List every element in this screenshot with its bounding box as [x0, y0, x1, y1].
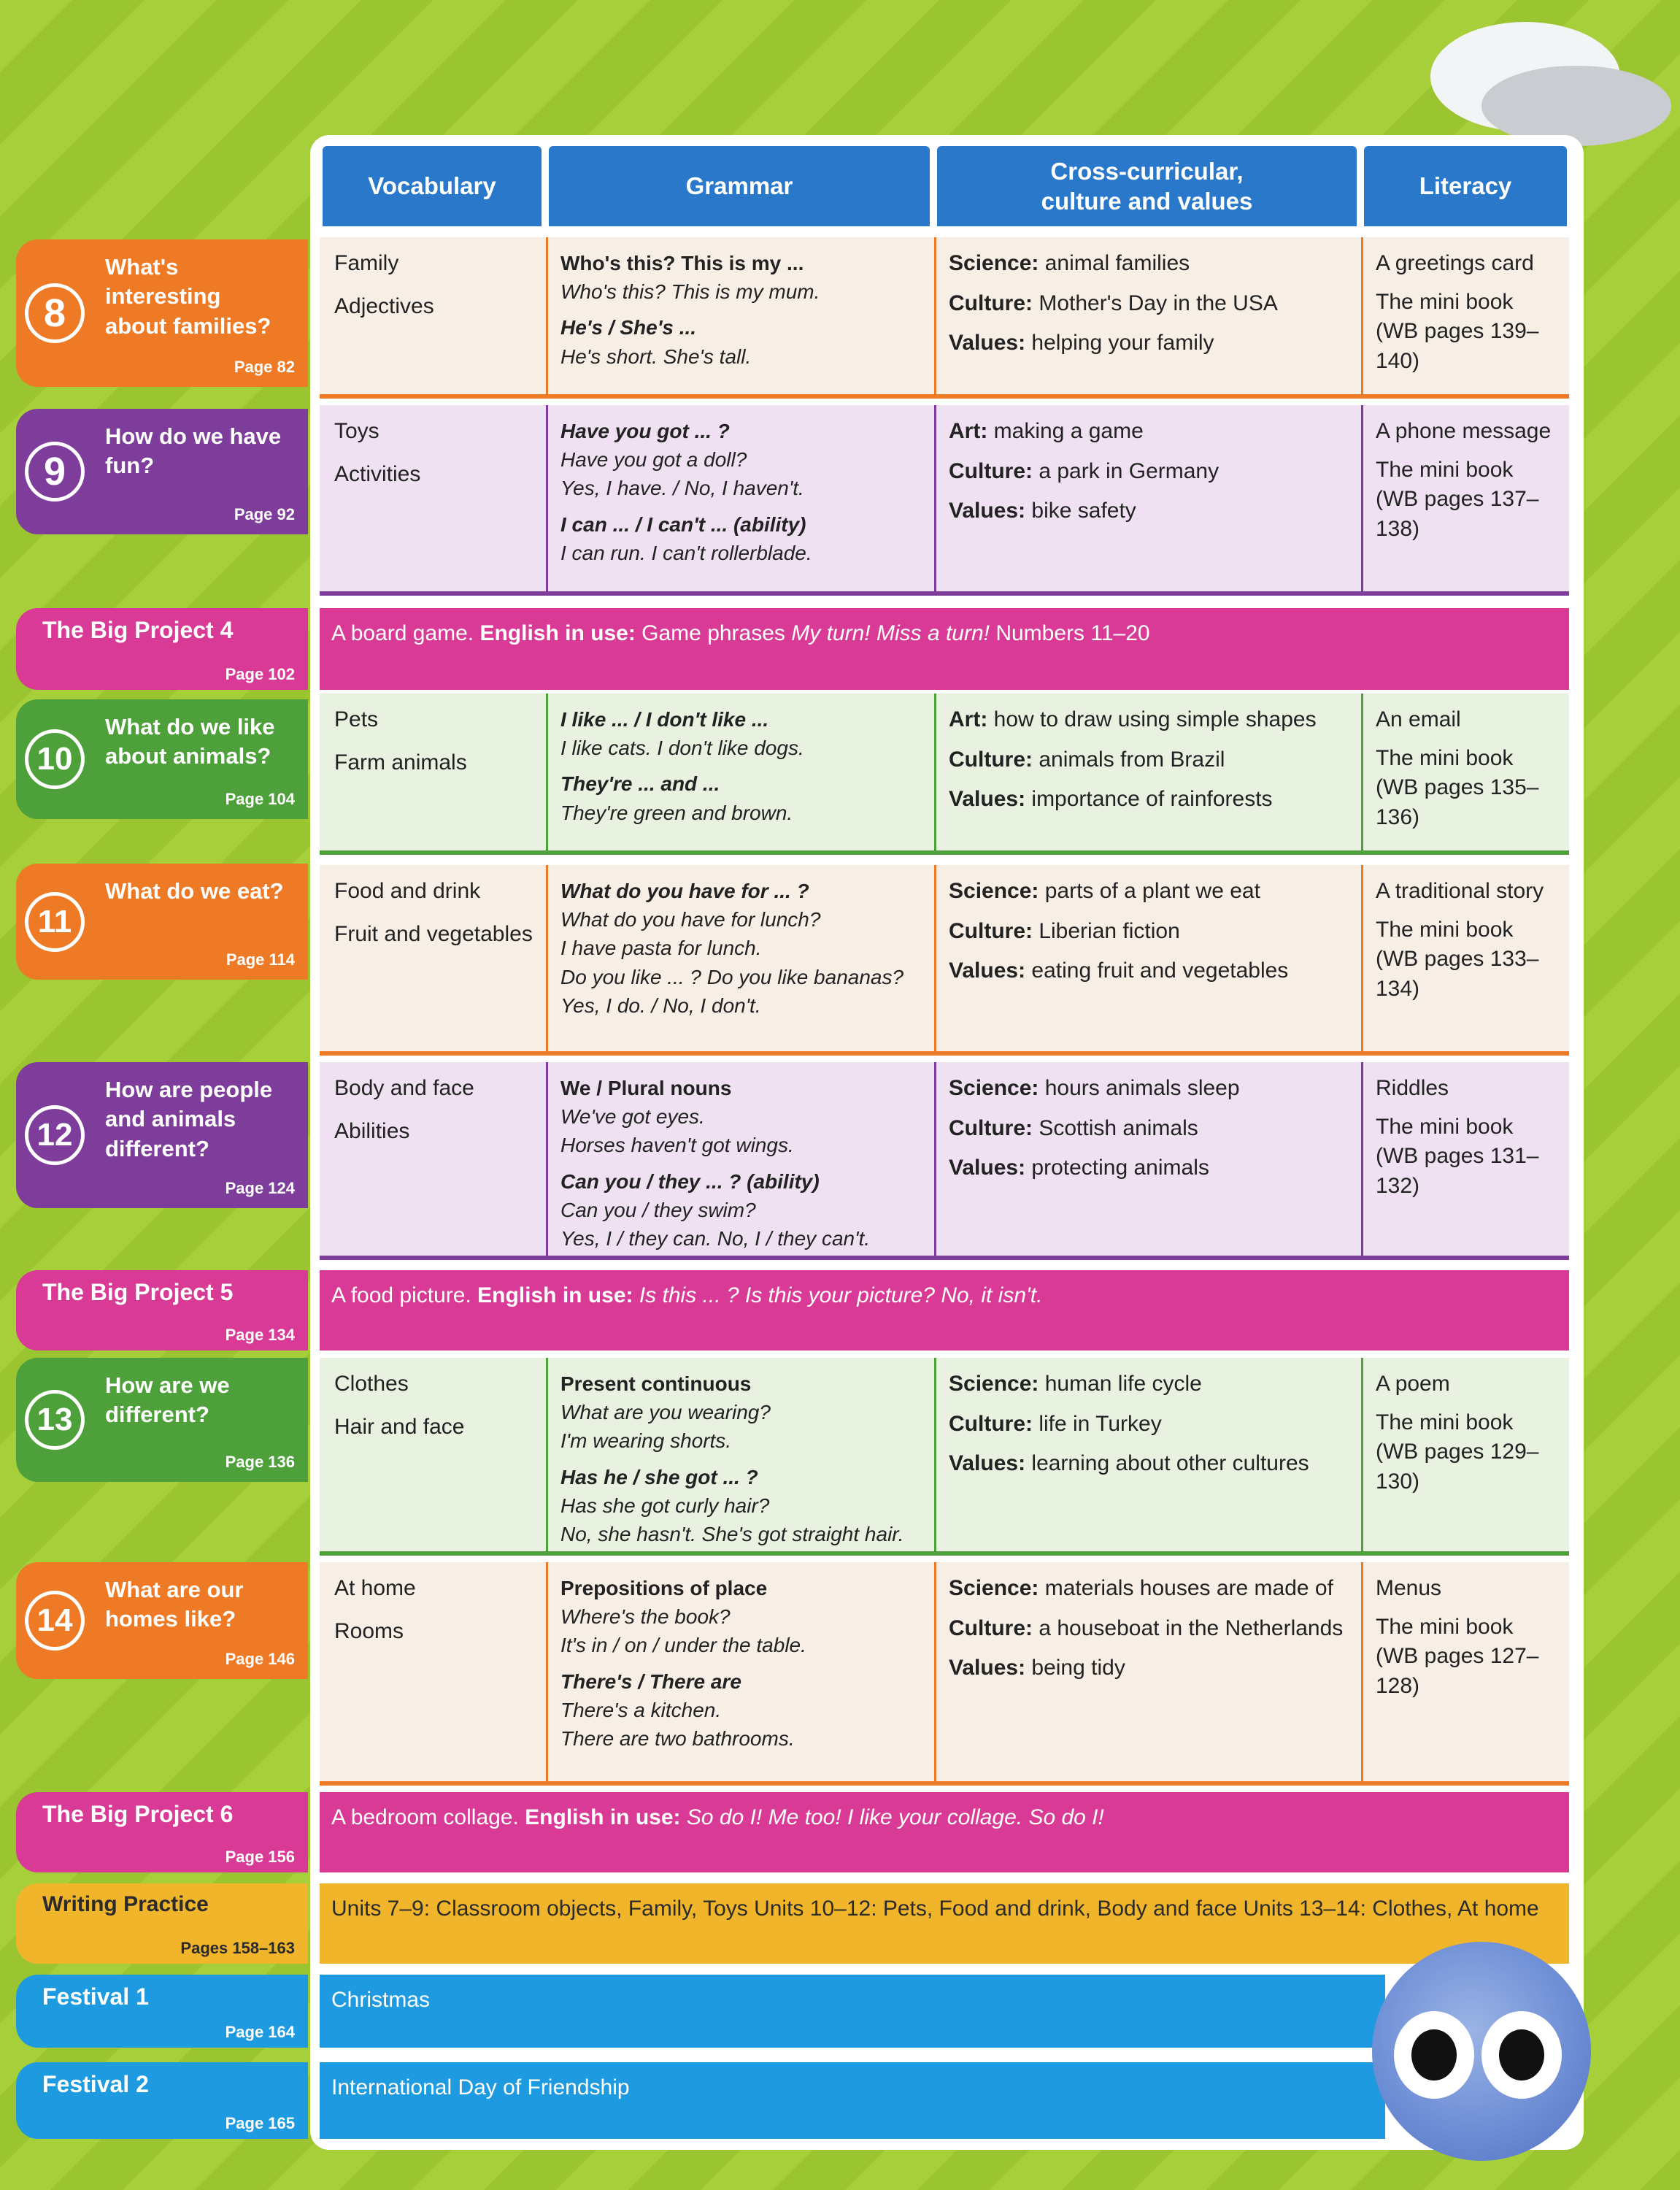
writing-practice-band: [320, 1883, 1569, 1964]
grammar-example: We've got eyes.: [560, 1105, 705, 1129]
cross-text: hours animals sleep: [1039, 1076, 1240, 1100]
unit-tab[interactable]: [16, 864, 308, 980]
cross-curricular-item: [949, 1574, 1354, 1604]
vocabulary-item: Food and drink: [334, 879, 481, 903]
literacy-cell: [1364, 237, 1569, 376]
grammar-example: He's short. She's tall.: [560, 345, 752, 368]
literacy-item: A phone message: [1376, 419, 1552, 443]
cross-text: parts of a plant we eat: [1039, 879, 1260, 903]
vocabulary-cell: [323, 237, 549, 334]
cross-curricular-item: [949, 917, 1354, 947]
literacy-item: (WB pages 129–130): [1376, 1440, 1539, 1494]
cross-text: importance of rainforests: [1025, 787, 1273, 811]
unit-number: 11: [25, 892, 85, 952]
grammar-structure: What do you have for ... ?: [560, 880, 809, 902]
literacy-item: A greetings card: [1376, 251, 1534, 275]
unit-number: 14: [25, 1591, 85, 1651]
vocabulary-cell: [323, 1062, 549, 1159]
cross-text: a houseboat in the Netherlands: [1033, 1615, 1344, 1640]
cross-label: Art:: [949, 419, 988, 443]
vocabulary-cell: [323, 865, 549, 962]
vocabulary-item: Body and face: [334, 1076, 474, 1100]
cross-text: Liberian fiction: [1033, 918, 1180, 943]
literacy-item: The mini book: [1376, 1614, 1514, 1639]
unit-title: What do we eat?: [105, 878, 284, 904]
cross-curricular-item: [949, 417, 1354, 447]
cross-text: Scottish animals: [1033, 1115, 1198, 1140]
grammar-cell: [549, 237, 937, 371]
literacy-item: A traditional story: [1376, 879, 1544, 903]
grammar-example: Have you got a doll?: [560, 448, 747, 472]
grammar-example: I like cats. I don't like dogs.: [560, 737, 804, 760]
literacy-item: A poem: [1376, 1372, 1450, 1396]
big-project-text: English in use:: [477, 1283, 633, 1307]
cross-label: Values:: [949, 787, 1026, 811]
unit-tab[interactable]: [16, 699, 308, 819]
cross-curricular-item: [949, 1653, 1354, 1683]
vocabulary-item: Family: [334, 251, 399, 275]
grammar-example: I can run. I can't rollerblade.: [560, 541, 812, 564]
cross-curricular-item: [949, 496, 1354, 526]
cross-text: life in Turkey: [1033, 1411, 1162, 1436]
literacy-item: (WB pages 135–136): [1376, 775, 1539, 829]
unit-title: What do we like about animals?: [105, 714, 275, 769]
vocabulary-item: Activities: [334, 461, 421, 486]
big-project-band: [320, 1792, 1569, 1872]
festival-band: [320, 2062, 1385, 2139]
grammar-structure: I can ... / I can't ... (ability): [560, 512, 806, 536]
unit-tab[interactable]: [16, 1562, 308, 1679]
writing-practice-text: Units 7–9: Classroom objects, Family, Toys Units 10–12: Pets, Food and drink, Body and face Units 13–14: Clothes, At home: [331, 1897, 1539, 1921]
big-project-text: A bedroom collage.: [331, 1805, 525, 1829]
literacy-cell: [1364, 1358, 1569, 1496]
big-project-tab[interactable]: [16, 1792, 308, 1872]
unit-title: How are we different?: [105, 1372, 230, 1428]
header-grammar: Grammar: [549, 146, 930, 226]
grammar-example: What do you have for lunch?: [560, 908, 821, 931]
grammar-cell: [549, 1562, 937, 1753]
big-project-page: Page 102: [225, 665, 295, 683]
grammar-example: There's a kitchen.: [560, 1698, 722, 1721]
vocabulary-item: Hair and face: [334, 1414, 465, 1439]
unit-title: What are our homes like?: [105, 1577, 244, 1632]
literacy-cell: [1364, 405, 1569, 544]
grammar-example: They're green and brown.: [560, 801, 793, 824]
big-project-tab[interactable]: [16, 608, 308, 690]
unit-page-number: Page 114: [226, 950, 295, 969]
grammar-structure: I like ... / I don't like ...: [560, 708, 769, 731]
festival-band: [320, 1975, 1385, 2048]
grammar-example: There are two bathrooms.: [560, 1726, 795, 1750]
cross-label: Art:: [949, 707, 988, 731]
grammar-cell: [549, 865, 937, 1020]
cross-text: animal families: [1039, 251, 1190, 275]
grammar-example: Yes, I / they can. No, I / they can't.: [560, 1226, 871, 1250]
unit-page-number: Page 124: [225, 1179, 295, 1197]
big-project-title: The Big Project 4: [42, 617, 234, 643]
header-literacy: Literacy: [1364, 146, 1567, 226]
big-project-title: The Big Project 6: [42, 1801, 234, 1827]
writing-practice-title: Writing Practice: [42, 1892, 209, 1916]
unit-tab[interactable]: [16, 239, 308, 387]
cross-curricular-item: [949, 457, 1354, 487]
grammar-cell: [549, 1358, 937, 1548]
grammar-example: Who's this? This is my mum.: [560, 280, 820, 304]
unit-number: 9: [25, 442, 85, 502]
cross-text: learning about other cultures: [1025, 1451, 1309, 1475]
cross-curricular-item: [949, 328, 1354, 358]
grammar-example: Do you like ... ? Do you like bananas?: [560, 965, 904, 988]
cross-label: Culture:: [949, 1115, 1033, 1140]
grammar-cell: [549, 1062, 937, 1253]
unit-tab[interactable]: [16, 1062, 308, 1208]
big-project-band: [320, 608, 1569, 690]
vocabulary-item: Rooms: [334, 1618, 404, 1643]
cross-curricular-item: [949, 289, 1354, 319]
grammar-example: Where's the book?: [560, 1605, 731, 1629]
unit-title: What's interesting about families?: [105, 254, 271, 339]
cross-curricular-cell: [937, 865, 1364, 996]
grammar-example: No, she hasn't. She's got straight hair.: [560, 1522, 904, 1545]
cross-curricular-cell: [937, 1358, 1364, 1489]
cross-curricular-cell: [937, 1562, 1364, 1694]
grammar-structure: He's / She's ...: [560, 316, 697, 339]
cross-label: Science:: [949, 1372, 1039, 1396]
big-project-text: English in use:: [525, 1805, 681, 1829]
unit-tab[interactable]: [16, 409, 308, 534]
grammar-structure: Who's this? This is my ...: [560, 252, 804, 274]
literacy-cell: [1364, 865, 1569, 1004]
cross-text: a park in Germany: [1033, 458, 1219, 483]
cross-text: bike safety: [1025, 499, 1136, 523]
cross-curricular-item: [949, 705, 1354, 735]
cross-text: eating fruit and vegetables: [1025, 958, 1289, 983]
cross-text: being tidy: [1025, 1656, 1125, 1680]
vocabulary-cell: [323, 405, 549, 502]
literacy-item: (WB pages 131–132): [1376, 1144, 1539, 1198]
unit-page-number: Page 146: [225, 1650, 295, 1668]
cross-curricular-item: [949, 1074, 1354, 1104]
header-vocabulary: Vocabulary: [323, 146, 542, 226]
cross-curricular-cell: [937, 694, 1364, 825]
literacy-item: (WB pages 137–138): [1376, 487, 1539, 541]
grammar-structure: Have you got ... ?: [560, 420, 730, 442]
grammar-structure: They're ... and ...: [560, 772, 720, 796]
cross-curricular-item: [949, 1153, 1354, 1183]
literacy-cell: [1364, 1062, 1569, 1201]
vocabulary-item: At home: [334, 1576, 416, 1600]
literacy-cell: [1364, 1562, 1569, 1701]
grammar-structure: Prepositions of place: [560, 1577, 768, 1599]
cross-text: helping your family: [1025, 331, 1214, 355]
writing-practice-tab[interactable]: [16, 1883, 308, 1964]
unit-title: How do we have fun?: [105, 423, 282, 479]
grammar-cell: [549, 405, 937, 567]
grammar-example: Has she got curly hair?: [560, 1494, 770, 1517]
cross-label: Values:: [949, 1156, 1026, 1180]
cross-label: Culture:: [949, 291, 1033, 315]
cross-curricular-item: [949, 1410, 1354, 1440]
writing-practice-page: Pages 158–163: [180, 1939, 295, 1957]
cross-curricular-item: [949, 1449, 1354, 1479]
grammar-example: I'm wearing shorts.: [560, 1429, 732, 1453]
cross-label: Culture:: [949, 1411, 1033, 1436]
big-project-text: Is this ... ? Is this your picture? No, it isn't.: [633, 1283, 1043, 1307]
cross-curricular-cell: [937, 405, 1364, 537]
festival-title: Festival 1: [42, 1983, 149, 2010]
cross-label: Science:: [949, 251, 1039, 275]
festival-tab[interactable]: [16, 2062, 308, 2139]
cross-label: Values:: [949, 331, 1026, 355]
cross-curricular-item: [949, 1614, 1354, 1644]
big-project-text: Numbers 11–20: [990, 621, 1150, 645]
cross-label: Science:: [949, 1076, 1039, 1100]
literacy-item: An email: [1376, 707, 1461, 731]
big-project-band: [320, 1270, 1569, 1350]
cross-label: Culture:: [949, 747, 1033, 772]
cross-text: materials houses are made of: [1039, 1576, 1333, 1600]
grammar-example: What are you wearing?: [560, 1401, 771, 1424]
big-project-text: English in use:: [479, 621, 636, 645]
grammar-structure: We / Plural nouns: [560, 1077, 732, 1099]
cross-label: Culture:: [949, 918, 1033, 943]
cross-text: Mother's Day in the USA: [1033, 291, 1278, 315]
vocabulary-item: Pets: [334, 707, 379, 731]
grammar-cell: [549, 694, 937, 827]
cross-curricular-item: [949, 877, 1354, 907]
vocabulary-item: Fruit and vegetables: [334, 921, 533, 946]
grammar-example: I have pasta for lunch.: [560, 937, 762, 960]
literacy-item: Riddles: [1376, 1076, 1449, 1100]
grammar-example: Yes, I have. / No, I haven't.: [560, 477, 804, 500]
festival-text: International Day of Friendship: [331, 2075, 630, 2099]
festival-text: Christmas: [331, 1988, 431, 2012]
cross-label: Science:: [949, 1576, 1039, 1600]
cross-text: making a game: [987, 419, 1144, 443]
unit-number: 12: [25, 1105, 85, 1165]
cross-curricular-item: [949, 249, 1354, 279]
literacy-cell: [1364, 694, 1569, 832]
grammar-example: Yes, I do. / No, I don't.: [560, 994, 761, 1017]
cross-text: how to draw using simple shapes: [987, 707, 1317, 731]
festival-page: Page 165: [225, 2114, 295, 2132]
festival-tab[interactable]: [16, 1975, 308, 2048]
literacy-item: (WB pages 127–128): [1376, 1644, 1539, 1698]
unit-page-number: Page 92: [234, 505, 295, 523]
cross-label: Culture:: [949, 458, 1033, 483]
cross-label: Values:: [949, 1656, 1026, 1680]
big-project-text: A food picture.: [331, 1283, 478, 1307]
literacy-item: The mini book: [1376, 1114, 1514, 1139]
grammar-structure: Has he / she got ... ?: [560, 1465, 758, 1488]
literacy-item: The mini book: [1376, 1410, 1514, 1434]
cross-curricular-item: [949, 745, 1354, 775]
unit-title: How are people and animals different?: [105, 1077, 273, 1161]
cross-label: Culture:: [949, 1615, 1033, 1640]
big-project-text: A board game.: [331, 621, 480, 645]
unit-page-number: Page 136: [225, 1453, 295, 1471]
literacy-item: (WB pages 139–140): [1376, 319, 1539, 373]
big-project-text: My turn! Miss a turn!: [791, 621, 990, 645]
grammar-structure: Present continuous: [560, 1372, 752, 1395]
cross-curricular-cell: [937, 1062, 1364, 1194]
big-project-page: Page 134: [225, 1326, 295, 1344]
cross-label: Values:: [949, 958, 1026, 983]
literacy-item: Menus: [1376, 1576, 1442, 1600]
cross-text: human life cycle: [1039, 1372, 1202, 1396]
literacy-item: The mini book: [1376, 745, 1514, 770]
vocabulary-cell: [323, 1562, 549, 1659]
cross-text: protecting animals: [1025, 1156, 1209, 1180]
cross-curricular-item: [949, 956, 1354, 986]
vocabulary-item: Farm animals: [334, 750, 467, 775]
cross-curricular-item: [949, 1369, 1354, 1399]
festival-title: Festival 2: [42, 2071, 149, 2097]
cross-curricular-item: [949, 1114, 1354, 1144]
grammar-structure: Can you / they ... ? (ability): [560, 1169, 820, 1193]
cross-label: Values:: [949, 1451, 1026, 1475]
vocabulary-item: Adjectives: [334, 293, 434, 318]
header-cross-curricular: Cross-curricular, culture and values: [937, 146, 1357, 226]
vocabulary-cell: [323, 694, 549, 791]
unit-number: 10: [25, 729, 85, 789]
unit-number: 13: [25, 1390, 85, 1450]
big-project-text: So do I! Me too! I like your collage. So do I!: [680, 1805, 1104, 1829]
grammar-structure: There's / There are: [560, 1670, 741, 1693]
cross-text: animals from Brazil: [1033, 747, 1225, 772]
big-project-text: Game phrases: [635, 621, 792, 645]
vocabulary-item: Abilities: [334, 1118, 410, 1143]
unit-number: 8: [25, 283, 85, 343]
cross-curricular-cell: [937, 237, 1364, 369]
grammar-example: Horses haven't got wings.: [560, 1134, 794, 1157]
cross-label: Science:: [949, 879, 1039, 903]
mascot-character: [1372, 1942, 1591, 2161]
grammar-example: Can you / they swim?: [560, 1198, 756, 1221]
literacy-item: (WB pages 133–134): [1376, 947, 1539, 1001]
unit-page-number: Page 104: [225, 790, 295, 808]
vocabulary-item: Toys: [334, 419, 379, 443]
cross-label: Values:: [949, 499, 1026, 523]
unit-page-number: Page 82: [234, 358, 295, 376]
literacy-item: The mini book: [1376, 457, 1514, 482]
cross-curricular-item: [949, 785, 1354, 815]
big-project-tab[interactable]: [16, 1270, 308, 1350]
unit-tab[interactable]: [16, 1358, 308, 1482]
big-project-title: The Big Project 5: [42, 1279, 234, 1305]
vocabulary-cell: [323, 1358, 549, 1455]
cloud-shadow-decoration: [1481, 66, 1671, 146]
big-project-page: Page 156: [225, 1848, 295, 1866]
festival-page: Page 164: [225, 2023, 295, 2041]
vocabulary-item: Clothes: [334, 1372, 409, 1396]
literacy-item: The mini book: [1376, 289, 1514, 314]
literacy-item: The mini book: [1376, 917, 1514, 942]
grammar-example: It's in / on / under the table.: [560, 1634, 806, 1657]
